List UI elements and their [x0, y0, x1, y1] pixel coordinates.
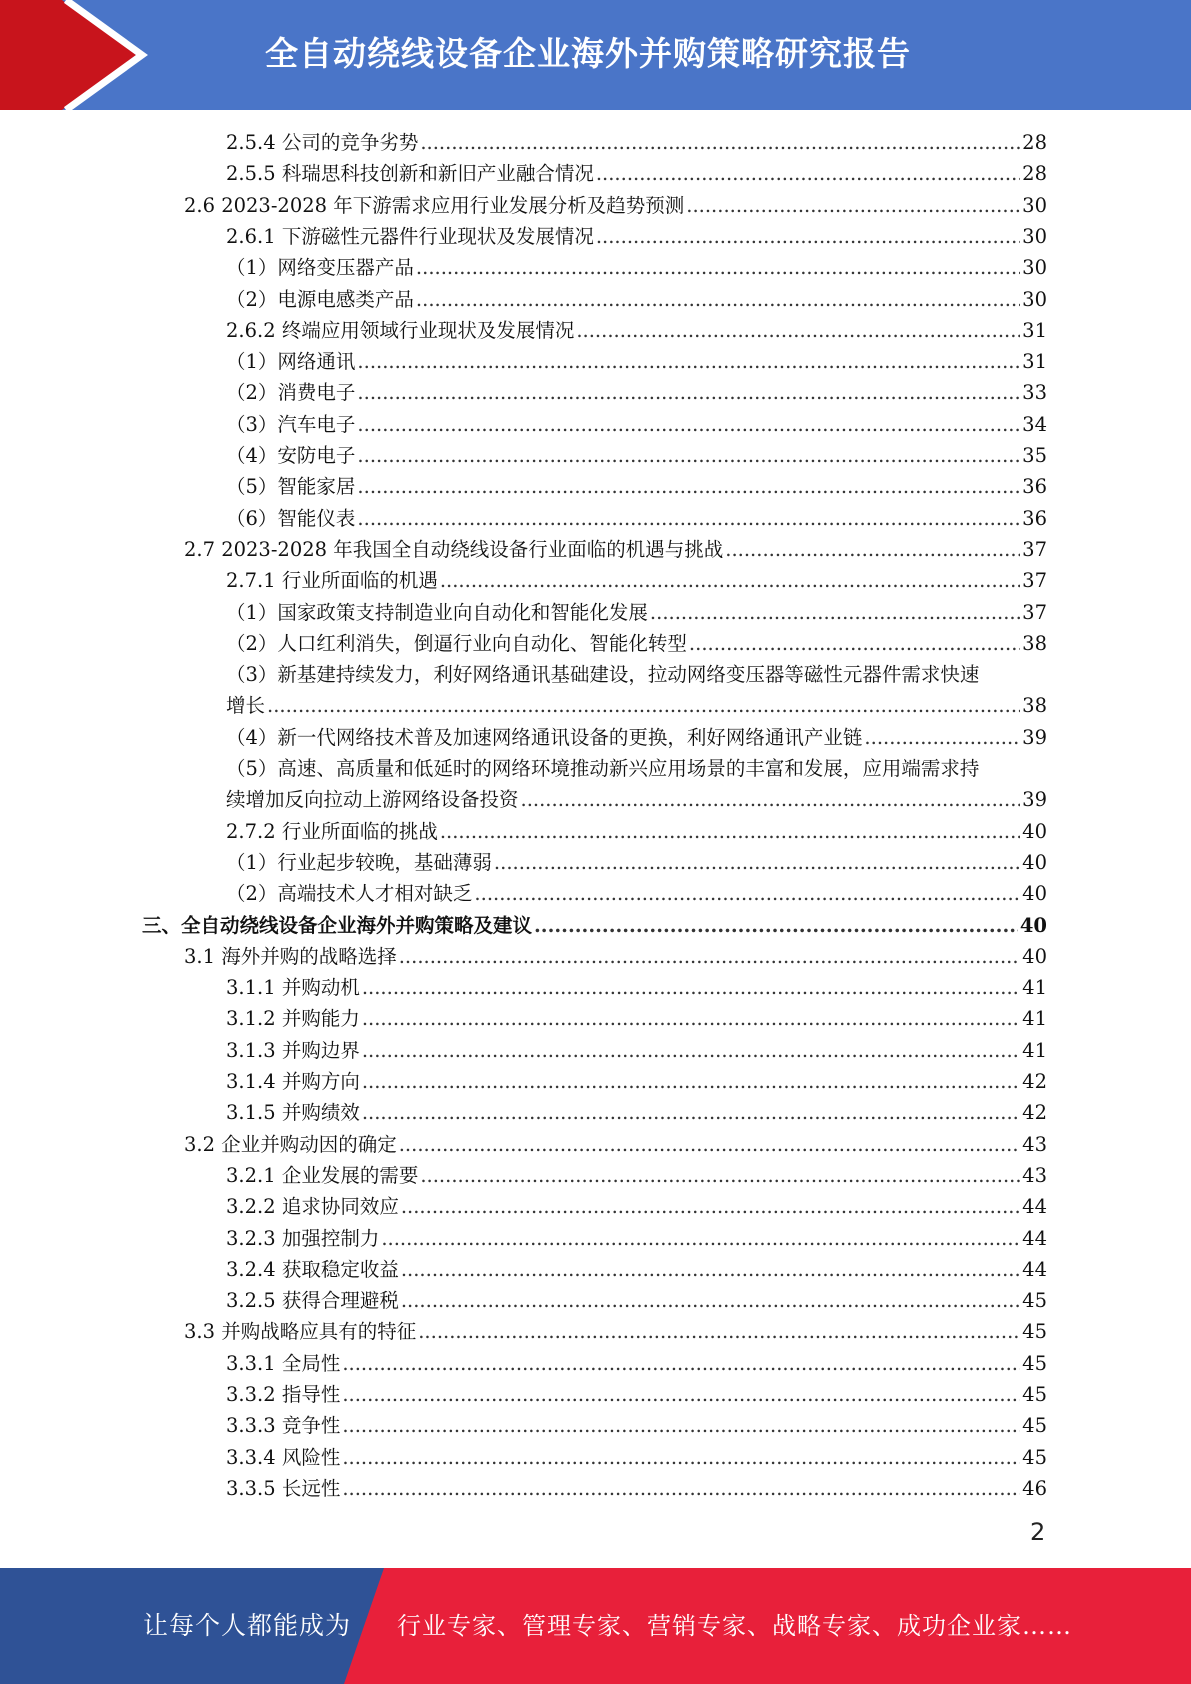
toc-entry-page: 41	[1022, 976, 1047, 1000]
toc-entry[interactable]	[226, 158, 1047, 189]
toc-leader-dots	[420, 127, 1020, 158]
toc-entry[interactable]	[226, 1097, 1047, 1128]
toc-entry[interactable]	[226, 1066, 1047, 1097]
toc-entry-title: （1）国家政策支持制造业向自动化和智能化发展	[226, 600, 648, 624]
toc-leader-dots	[474, 878, 1020, 909]
footer-slogan-right: 行业专家、管理专家、营销专家、战略专家、成功企业家……	[397, 1612, 1072, 1640]
toc-entry-page: 40	[1022, 944, 1047, 968]
toc-entry[interactable]	[226, 1003, 1047, 1034]
toc-entry-title: 3.1.5 并购绩效	[226, 1101, 360, 1125]
toc-entry-title: （1）网络通讯	[226, 350, 356, 374]
toc-leader-dots	[362, 972, 1020, 1003]
toc-entry[interactable]	[226, 346, 1047, 377]
toc-leader-dots	[521, 784, 1021, 815]
toc-leader-dots	[357, 409, 1020, 440]
toc-entry-title: （2）消费电子	[226, 381, 356, 405]
toc-entry-title: 3.2.5 获得合理避税	[226, 1289, 399, 1313]
toc-entry-page: 37	[1022, 537, 1047, 561]
toc-entry-title: （5）智能家居	[226, 475, 356, 499]
toc-entry-page: 45	[1022, 1289, 1047, 1313]
toc-entry-page: 28	[1022, 162, 1047, 186]
toc-entry-page: 43	[1022, 1163, 1047, 1187]
toc-leader-dots	[362, 1066, 1020, 1097]
toc-entry-page: 37	[1022, 569, 1047, 593]
toc-entry-title: （1）行业起步较晚，基础薄弱	[226, 850, 492, 874]
toc-leader-dots	[686, 190, 1020, 221]
toc-leader-dots	[342, 1473, 1020, 1504]
toc-entry-page: 34	[1022, 412, 1047, 436]
toc-entry-page: 42	[1022, 1070, 1047, 1093]
toc-leader-dots	[596, 221, 1020, 252]
toc-entry-title: 3.1.4 并购方向	[226, 1070, 360, 1093]
toc-entry-title: （3）汽车电子	[226, 412, 356, 436]
toc-entry-page: 40	[1022, 882, 1047, 906]
toc-entry-page: 37	[1022, 600, 1047, 624]
toc-leader-dots	[357, 440, 1020, 471]
toc-entry-page: 36	[1022, 506, 1047, 530]
toc-entry[interactable]	[226, 878, 1047, 909]
toc-leader-dots	[596, 158, 1020, 189]
toc-entry-title: 3.2.4 获取稳定收益	[226, 1257, 399, 1281]
toc-entry-title: 3.2.2 追求协同效应	[226, 1195, 399, 1219]
toc-entry[interactable]	[226, 659, 1047, 690]
toc-entry[interactable]	[226, 1348, 1047, 1379]
toc-leader-dots	[416, 252, 1020, 283]
toc-entry[interactable]	[226, 284, 1047, 315]
toc-entry-page: 30	[1022, 193, 1047, 217]
toc-entry-title: 3.3.4 风险性	[226, 1445, 341, 1469]
toc-entry-title: （4）新一代网络技术普及加速网络通讯设备的更换，利好网络通讯产业链	[226, 725, 863, 749]
report-header	[0, 0, 1191, 110]
toc-entry-title: 3.3 并购战略应具有的特征	[184, 1320, 417, 1344]
toc-leader-dots	[534, 910, 1018, 941]
toc-leader-dots	[342, 1442, 1020, 1473]
toc-leader-dots	[401, 1285, 1020, 1316]
toc-entry-page: 39	[1022, 725, 1047, 749]
toc-entry-page: 44	[1022, 1257, 1047, 1281]
toc-entry-page: 33	[1022, 381, 1047, 405]
toc-leader-dots	[381, 1223, 1020, 1254]
toc-entry-page: 28	[1022, 131, 1047, 154]
toc-entry-title: （2）人口红利消失，倒逼行业向自动化、智能化转型	[226, 631, 687, 655]
toc-entry[interactable]	[226, 1442, 1047, 1473]
toc-entry[interactable]	[184, 1316, 1047, 1347]
toc-entry-page: 43	[1022, 1132, 1047, 1156]
toc-entry-page: 36	[1022, 475, 1047, 499]
toc-leader-dots	[420, 1160, 1020, 1191]
toc-entry-title: 2.5.5 科瑞思科技创新和新旧产业融合情况	[226, 162, 594, 186]
toc-entry[interactable]	[226, 127, 1047, 158]
toc-entry-title: 三、全自动绕线设备企业海外并购策略及建议	[142, 913, 533, 937]
toc-entry-title: 3.1 海外并购的战略选择	[184, 944, 397, 968]
toc-entry-title: 3.3.2 指导性	[226, 1383, 341, 1406]
toc-entry-page: 44	[1022, 1226, 1047, 1250]
toc-entry[interactable]	[226, 972, 1047, 1003]
toc-leader-dots	[401, 1191, 1020, 1222]
toc-leader-dots	[650, 597, 1020, 628]
toc-entry-page: 46	[1022, 1476, 1047, 1500]
toc-entry-page: 44	[1022, 1195, 1047, 1219]
toc-entry[interactable]	[226, 1223, 1047, 1254]
toc-entry[interactable]	[226, 1191, 1047, 1222]
toc-entry[interactable]	[184, 534, 1047, 565]
toc-entry-page: 30	[1022, 287, 1047, 311]
toc-entry-title: （2）电源电感类产品	[226, 287, 414, 311]
toc-entry-page: 39	[1022, 788, 1047, 812]
toc-entry-page: 38	[1022, 631, 1047, 655]
toc-leader-dots	[418, 1316, 1020, 1347]
toc-leader-dots	[362, 1035, 1020, 1066]
toc-entry-title: 2.6.1 下游磁性元器件行业现状及发展情况	[226, 224, 594, 248]
toc-leader-dots	[494, 847, 1020, 878]
toc-entry[interactable]	[184, 190, 1047, 221]
toc-entry-title: 3.1.1 并购动机	[226, 976, 360, 1000]
toc-entry-page: 45	[1022, 1414, 1047, 1438]
toc-leader-dots	[357, 346, 1020, 377]
toc-entry-title: （6）智能仪表	[226, 506, 356, 530]
toc-leader-dots	[440, 565, 1020, 596]
toc-entry-title: 2.5.4 公司的竞争劣势	[226, 131, 419, 154]
toc-leader-dots	[362, 1097, 1020, 1128]
toc-entry-page: 41	[1022, 1038, 1047, 1062]
toc-entry-page: 35	[1022, 444, 1047, 467]
chevron-arrow-icon	[0, 0, 160, 110]
toc-entry[interactable]	[184, 941, 1047, 972]
toc-entry-page: 45	[1022, 1445, 1047, 1469]
toc-entry[interactable]	[184, 1129, 1047, 1160]
toc-leader-dots	[357, 377, 1020, 408]
toc-entry[interactable]	[226, 816, 1047, 847]
toc-entry-page: 38	[1022, 694, 1047, 718]
toc-entry[interactable]	[142, 910, 1047, 941]
toc-entry-title: 3.2.3 加强控制力	[226, 1226, 380, 1250]
toc-entry-title: （3）新基建持续发力，利好网络通讯基础建设，拉动网络变压器等磁性元器件需求快速	[226, 663, 980, 687]
toc-entry-title: 3.2 企业并购动因的确定	[184, 1132, 397, 1156]
toc-leader-dots	[399, 1129, 1020, 1160]
toc-entry-title: 3.1.2 并购能力	[226, 1007, 360, 1031]
toc-leader-dots	[357, 471, 1020, 502]
toc-entry-title: 2.6 2023-2028 年下游需求应用行业发展分析及趋势预测	[184, 193, 685, 217]
toc-entry-page: 30	[1022, 256, 1047, 280]
toc-entry-page: 45	[1022, 1383, 1047, 1406]
toc-leader-dots	[689, 628, 1020, 659]
toc-leader-dots	[401, 1254, 1020, 1285]
toc-entry-title: 续增加反向拉动上游网络设备投资	[226, 788, 519, 812]
toc-entry[interactable]	[226, 597, 1047, 628]
toc-entry-title: 2.7.1 行业所面临的机遇	[226, 569, 438, 593]
toc-entry-title: 3.3.5 长远性	[226, 1476, 341, 1500]
toc-entry-title: （4）安防电子	[226, 444, 356, 467]
toc-entry[interactable]	[226, 1285, 1047, 1316]
toc-entry-page: 45	[1022, 1351, 1047, 1375]
toc-entry[interactable]	[226, 628, 1047, 659]
toc-entry-page: 42	[1022, 1101, 1047, 1125]
toc-entry-page: 40	[1022, 850, 1047, 874]
toc-entry-title: 2.7.2 行业所面临的挑战	[226, 819, 438, 843]
toc-entry-page: 41	[1022, 1007, 1047, 1031]
toc-entry-page: 40	[1019, 913, 1047, 937]
toc-leader-dots	[576, 315, 1020, 346]
toc-entry[interactable]	[226, 440, 1047, 471]
toc-leader-dots	[399, 941, 1020, 972]
page-number: 2	[1030, 1518, 1046, 1546]
toc-entry-title: （5）高速、高质量和低延时的网络环境推动新兴应用场景的丰富和发展，应用端需求持	[226, 757, 980, 780]
report-title: 全自动绕线设备企业海外并购策略研究报告	[265, 34, 911, 73]
toc-entry-title: （2）高端技术人才相对缺乏	[226, 882, 473, 906]
toc-leader-dots	[362, 1003, 1020, 1034]
report-footer	[0, 1568, 1191, 1684]
toc-entry[interactable]	[226, 377, 1047, 408]
toc-entry-title: 3.3.1 全局性	[226, 1351, 341, 1375]
toc-leader-dots	[342, 1410, 1020, 1441]
toc-leader-dots	[440, 816, 1020, 847]
toc-entry[interactable]	[226, 503, 1047, 534]
toc-entry[interactable]	[226, 784, 1047, 815]
toc-entry[interactable]	[226, 221, 1047, 252]
toc-entry-page: 31	[1022, 350, 1047, 374]
toc-leader-dots	[357, 503, 1020, 534]
toc-entry[interactable]	[226, 565, 1047, 596]
toc-entry-title: 2.6.2 终端应用领域行业现状及发展情况	[226, 318, 575, 342]
toc-entry-page: 31	[1022, 318, 1047, 342]
toc-entry[interactable]	[226, 471, 1047, 502]
toc-entry-title: 2.7 2023-2028 年我国全自动绕线设备行业面临的机遇与挑战	[184, 537, 724, 561]
toc-entry-page: 30	[1022, 224, 1047, 248]
toc-leader-dots	[342, 1348, 1020, 1379]
toc-entry[interactable]	[226, 1254, 1047, 1285]
toc-entry[interactable]	[226, 690, 1047, 721]
toc-entry-title: 3.3.3 竞争性	[226, 1414, 341, 1438]
toc-leader-dots	[416, 284, 1020, 315]
toc-entry[interactable]	[226, 409, 1047, 440]
toc-leader-dots	[725, 534, 1020, 565]
toc-leader-dots	[267, 690, 1020, 721]
toc-entry[interactable]	[226, 1379, 1047, 1410]
toc-entry[interactable]	[226, 1410, 1047, 1441]
toc-entry[interactable]	[226, 1473, 1047, 1504]
toc-entry-title: （1）网络变压器产品	[226, 256, 414, 280]
toc-entry[interactable]	[226, 753, 1047, 784]
toc-entry-title: 3.2.1 企业发展的需要	[226, 1163, 419, 1187]
toc-entry[interactable]	[226, 315, 1047, 346]
toc-entry[interactable]	[226, 1035, 1047, 1066]
toc-entry-page: 40	[1022, 819, 1047, 843]
toc-entry-page: 45	[1022, 1320, 1047, 1344]
toc-entry[interactable]	[226, 722, 1047, 753]
toc-entry-title: 3.1.3 并购边界	[226, 1038, 360, 1062]
toc-entry-title: 增长	[226, 694, 266, 718]
toc-entry[interactable]	[226, 1160, 1047, 1191]
toc-leader-dots	[342, 1379, 1020, 1410]
footer-slogan-left: 让每个人都能成为	[143, 1611, 352, 1640]
toc-entry[interactable]	[226, 847, 1047, 878]
toc-entry[interactable]	[226, 252, 1047, 283]
toc-leader-dots	[864, 722, 1020, 753]
